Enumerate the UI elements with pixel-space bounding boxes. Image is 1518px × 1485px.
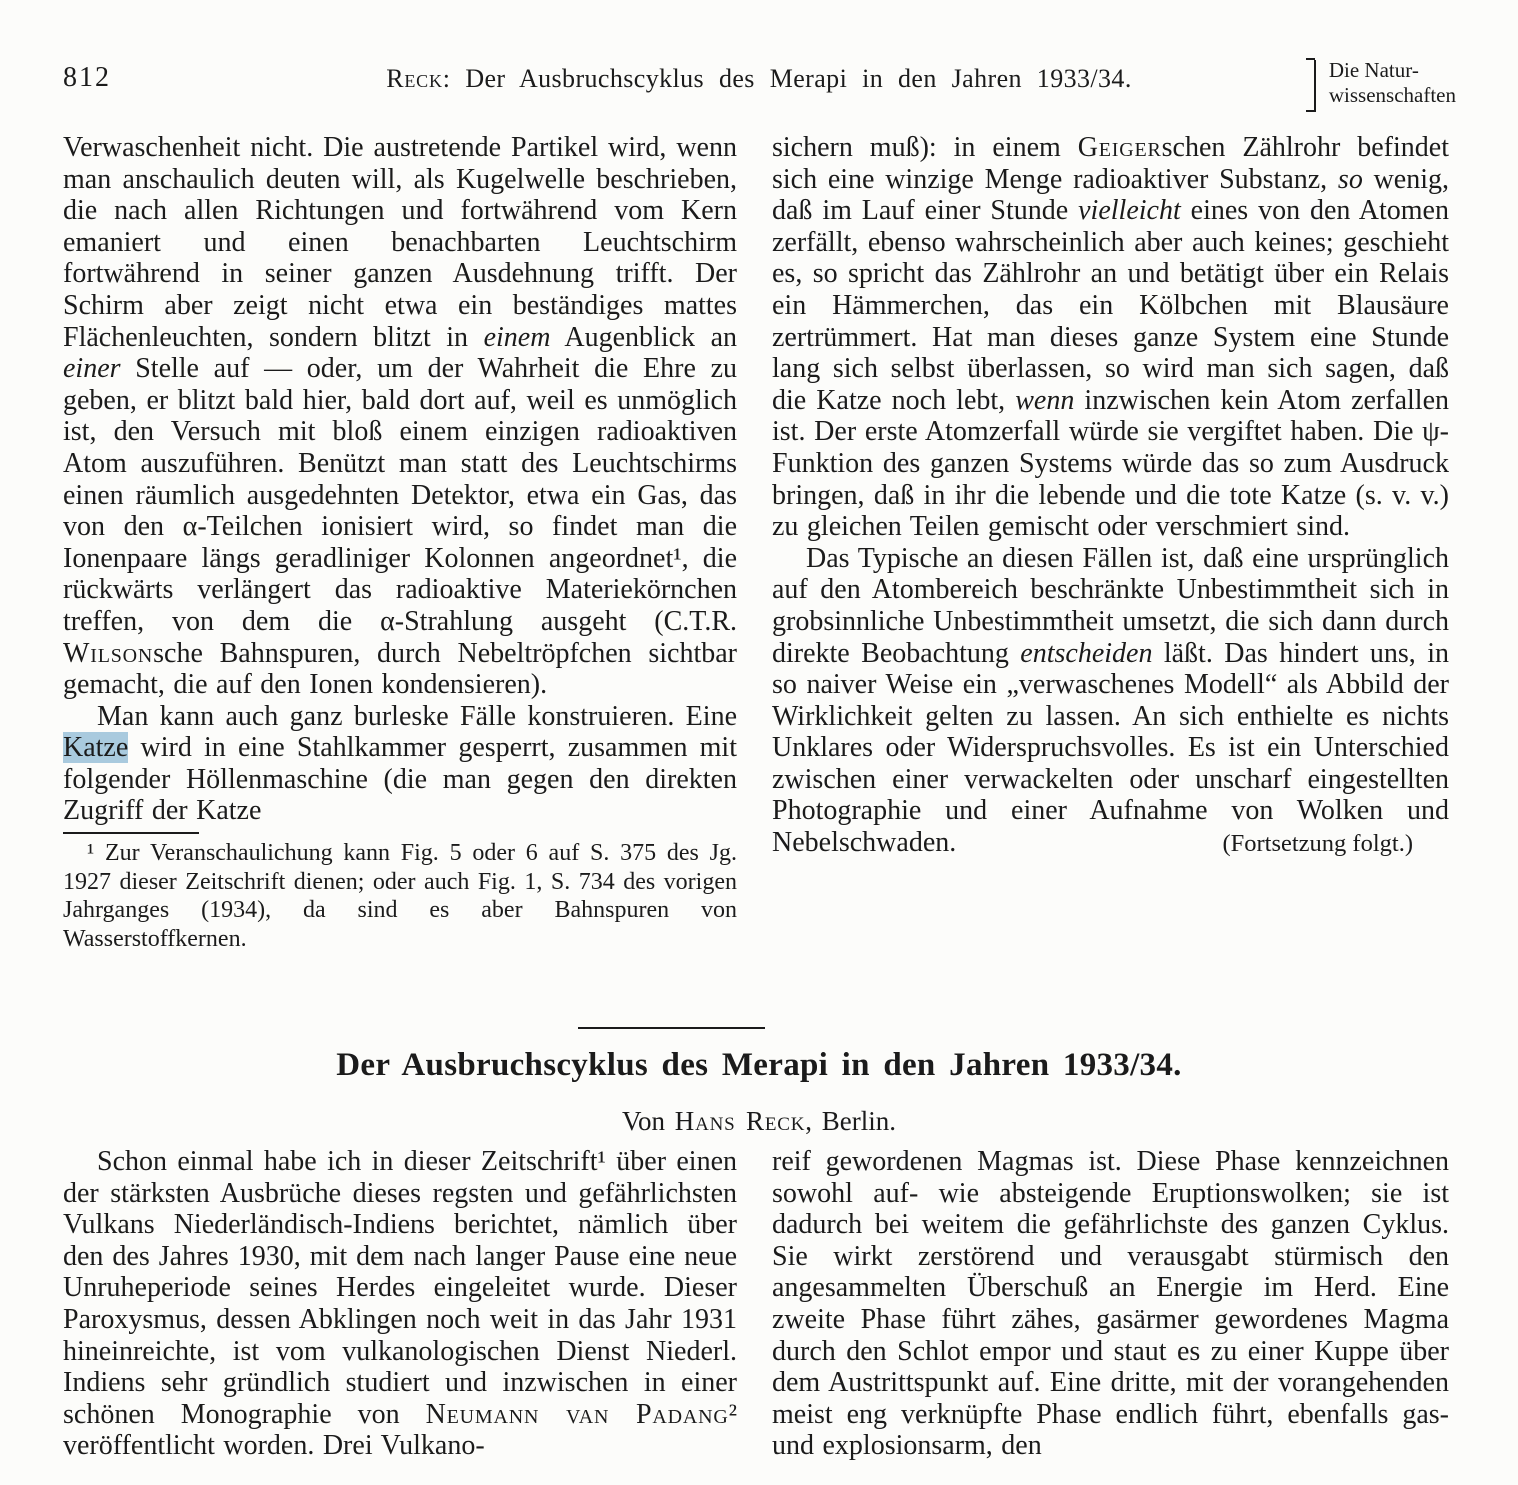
text-segment: Hans Reck xyxy=(674,1106,806,1136)
text-segment: Schon einmal habe ich in dieser Zeitschrift¹ über einen der stärksten Ausbrüche dieses regsten und gefährlichsten Vulkans Niederländisch-Indiens berichtet, nämlich über den des Jahres 1930, mit dem nach langer Pause eine neue Unruheperiode seines Herdes eingeleitet wurde. Dieser Paroxysmus, dessen Abklingen noch weit in das Jahr 1931 hineinreichte, ist vom vulkanologischen Dienst Niederl. Indiens sehr gründlich studiert und inzwischen in einer schönen Monographie von xyxy=(63,1146,737,1430)
text-segment: sichern muß): in einem xyxy=(772,132,1078,163)
text-segment: wenn xyxy=(1015,384,1075,416)
paragraph xyxy=(63,132,737,701)
footnote xyxy=(63,839,737,953)
text-segment: Neumann van Padang xyxy=(425,1398,729,1430)
text-segment: einer xyxy=(63,353,121,385)
article-byline xyxy=(0,1106,1518,1137)
text-segment: wird in eine Stahlkammer gesperrt, zusammen mit folgender Höllenmaschine (die man gegen den direkten Zugriff der Katze xyxy=(63,732,737,827)
text-segment: Wilson xyxy=(63,637,154,669)
paragraph xyxy=(63,701,737,827)
text-segment: läßt. Das hindert uns, in so naiver Weise ein „verwaschenes Modell“ als Abbild der Wirklichkeit gelten zu lassen. An sich enthielte es nichts Unklares oder Widerspruchsvolles. Es ist ein Unterschied zwischen einer verwackelten oder unscharf eingestellten Photographie und einer Aufnahme von Wolken und Nebelschwaden. xyxy=(772,637,1449,859)
text-segment: eines von den Atomen zerfällt, ebenso wahrscheinlich aber auch keines; geschieht es, so spricht das Zählrohr an und betätigt über ein Relais ein Hämmerchen, das ein Kölbchen mit Blausäure zertrümmert. Hat man dieses ganze System eine Stunde lang sich selbst überlassen, so wird man sich sagen, daß die Katze noch lebt, xyxy=(772,195,1449,416)
journal-name-text xyxy=(1329,56,1456,112)
paragraph xyxy=(772,1146,1449,1462)
text-segment: schen Zählrohr befindet sich eine winzige Menge radioaktiver Substanz, xyxy=(772,132,1449,195)
text-segment: Das Typische an diesen Fällen ist, daß eine ursprünglich auf den Atombereich beschränkte Unbestimmtheit sich in grobsinnliche Unbestimmtheit umsetzt, die sich dann durch direkte Beobachtung xyxy=(772,542,1449,669)
page-number: 812 xyxy=(63,62,111,93)
text-segment: Stelle auf — oder, um der Wahrheit die Ehre zu geben, er blitzt bald hier, bald dort auf, weil es unmöglich ist, den Versuch mit bloß einem einzigen radioaktiven Atom auszuführen. Benützt man statt des Leuchtschirms einen räumlich ausgedehnten Detektor, etwa ein Gas, das von den α-Teilchen ionisiert wird, so findet man die Ionenpaare längs geradliniger Kolonnen angeordnet¹, die rückwärts verlängert das radioaktive Materiekörnchen treffen, von dem die α-Strahlung ausgeht (C.T.R. xyxy=(63,353,737,637)
paragraph xyxy=(772,132,1449,543)
text-segment: wenig, daß im Lauf einer Stunde xyxy=(772,163,1449,227)
running-head xyxy=(386,64,1132,94)
paragraph xyxy=(772,543,1449,859)
text-segment: ¹ Zur Veranschaulichung kann Fig. 5 oder 6 auf S. 375 des Jg. 1927 dieser Zeitschrift dienen; oder auch Fig. 1, S. 734 des vorigen Jahrganges (1934), da sind es aber Bahnspuren von Wasserstoffkernen. xyxy=(63,840,737,952)
journal-name xyxy=(1314,56,1456,112)
paragraph xyxy=(63,1146,737,1462)
text-segment: : Der Ausbruchscyklus des Merapi in den Jahren 1933/34. xyxy=(442,64,1132,93)
text-segment: Augenblick an xyxy=(550,321,737,353)
text-segment: Geiger xyxy=(1077,132,1162,163)
bracket-icon xyxy=(1314,60,1324,112)
journal-name-line1: Die Natur- xyxy=(1328,58,1419,82)
footnote-rule xyxy=(63,832,199,834)
article-title: Der Ausbruchscyklus des Merapi in den Jahren 1933/34. xyxy=(336,1047,1182,1083)
text-segment: sche Bahnspuren, durch Nebeltröpfchen sichtbar gemacht, die auf den Ionen kondensieren). xyxy=(63,637,737,701)
article-separator-rule xyxy=(578,1027,765,1029)
article2-left-column xyxy=(63,1146,737,1462)
text-segment: Man kann auch ganz burleske Fälle konstruieren. Eine xyxy=(97,700,737,732)
article1-left-column xyxy=(63,132,737,953)
continuation-note: (Fortsetzung folgt.) xyxy=(1222,829,1413,857)
journal-name-line2: wissenschaften xyxy=(1328,83,1456,107)
text-segment: inzwischen kein Atom zerfallen ist. Der erste Atomzerfall würde sie vergiftet haben. Die ψ-Funktion des ganzen Systems würde das so zum Ausdruck bringen, daß in ihr die lebende und die tote Katze (s. v. v.) zu gleichen Teilen gemischt oder verschmiert sind. xyxy=(772,384,1449,543)
page-header xyxy=(0,60,1518,116)
text-segment: Verwaschenheit nicht. Die austretende Partikel wird, wenn man anschaulich deuten will, als Kugelwelle beschrieben, die nach allen Richtungen und fortwährend vom Kern emaniert und einen benachbarten Leuchtschirm fortwährend in seiner ganzen Ausdehnung trifft. Der Schirm aber zeigt nicht etwa ein beständiges mattes Flächenleuchten, sondern blitzt in xyxy=(63,132,737,353)
text-segment: ² veröffentlicht worden. Drei Vulkano- xyxy=(63,1398,738,1462)
text-segment: so xyxy=(1337,163,1363,195)
text-segment: reif gewordenen Magmas ist. Diese Phase kennzeichnen sowohl auf- wie absteigende Eruptionswolken; sie ist dadurch bei weitem die gefährlichste des ganzen Cyklus. Sie wirkt zerstörend und verausgabt stürmisch den angesammelten Überschuß an Energie im Herd. Eine zweite Phase führt zähes, gasärmer gewordenes Magma durch den Schlot empor und staut es zu einer Kuppe über dem Austrittspunkt auf. Eine dritte, mit der vorangehenden meist eng verknüpfte Phase endlich führt, ebenfalls gas- und explosionsarm, den xyxy=(772,1146,1449,1462)
text-segment: vielleicht xyxy=(1078,195,1181,227)
text-segment: entscheiden xyxy=(1020,637,1153,669)
article1-right-column xyxy=(772,132,1449,859)
text-segment: , Berlin. xyxy=(805,1106,896,1136)
katze-highlight: Katze xyxy=(63,732,129,764)
article2-right-column xyxy=(772,1146,1449,1462)
text-segment: einem xyxy=(483,321,551,353)
text-segment: Von xyxy=(622,1106,675,1136)
text-segment: Reck xyxy=(386,64,443,93)
